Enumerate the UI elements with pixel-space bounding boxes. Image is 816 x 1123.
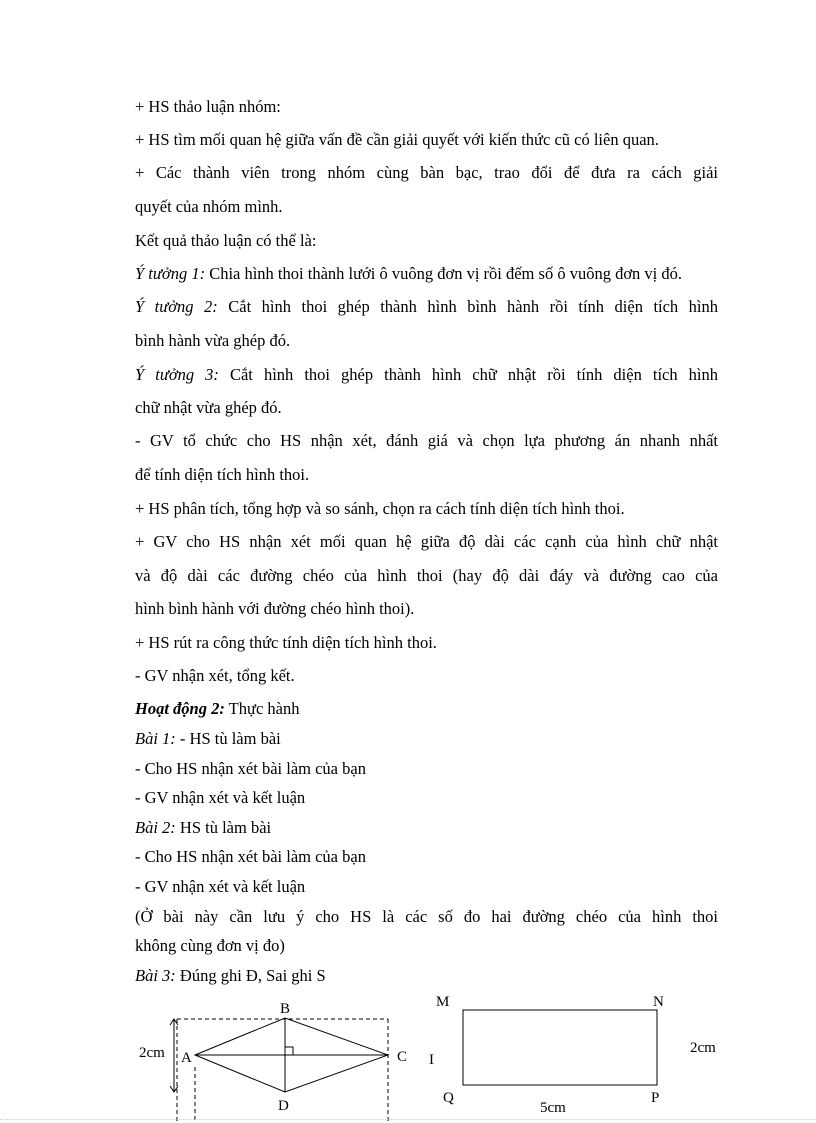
right-height-label: 2cm bbox=[690, 1040, 716, 1056]
vertex-m-label: M bbox=[436, 994, 450, 1010]
point-i-label: I bbox=[429, 1052, 434, 1068]
rectangle-mnpq bbox=[463, 1010, 657, 1085]
idea-text: Cắt hình thoi ghép thành hình chữ nhật rồi tính diện tích hình bbox=[218, 365, 718, 384]
idea-text: Chia hình thoi thành lưới ô vuông đơn vị rồi đếm số ô vuông đơn vị đó. bbox=[205, 264, 682, 283]
text-line: và độ dài các đường chéo của hình thoi (hay độ dài đáy và đường cao của bbox=[135, 566, 718, 585]
vertex-q-label: Q bbox=[443, 1090, 454, 1106]
text-line: + HS phân tích, tổng hợp và so sánh, chọn ra cách tính diện tích hình thoi. bbox=[135, 499, 625, 518]
idea-text: Cắt hình thoi ghép thành hình bình hành rồi tính diện tích hình bbox=[217, 297, 719, 316]
text-line: + HS rút ra công thức tính diện tích hình thoi. bbox=[135, 633, 437, 652]
vertex-b-label: B bbox=[280, 1001, 291, 1017]
text-line: - GV nhận xét và kết luận bbox=[135, 877, 306, 896]
vertex-d-label: D bbox=[278, 1098, 289, 1114]
text-line: + HS tìm mối quan hệ giữa vấn đề cần giải quyết với kiến thức cũ có liên quan. bbox=[135, 130, 659, 149]
idea-3-line bbox=[135, 365, 718, 385]
idea-label: Ý tưởng 3: bbox=[135, 365, 219, 384]
text-line: hình bình hành với đường chéo hình thoi). bbox=[135, 599, 415, 618]
text-line: (Ở bài này cần lưu ý cho HS là các số đo hai đường chéo của hình thoi bbox=[135, 907, 718, 926]
vertex-p-label: P bbox=[651, 1090, 660, 1106]
text-line: Kết quả thảo luận có thể là: bbox=[135, 231, 317, 250]
left-height-label: 2cm bbox=[139, 1045, 165, 1061]
text-line: không cùng đơn vị đo) bbox=[135, 936, 285, 955]
text-line: + GV cho HS nhận xét mối quan hệ giữa độ dài các cạnh của hình chữ nhật bbox=[135, 532, 718, 551]
vertex-c-label: C bbox=[397, 1049, 408, 1065]
idea-label: Ý tưởng 2: bbox=[135, 297, 218, 316]
idea-1-line bbox=[135, 264, 718, 284]
activity-2-heading bbox=[135, 699, 718, 719]
exercise-label: Bài 3: bbox=[135, 966, 176, 985]
exercise-text: HS tù làm bài bbox=[175, 818, 272, 837]
text-line: - Cho HS nhận xét bài làm của bạn bbox=[135, 847, 366, 866]
activity-text: Thực hành bbox=[224, 699, 300, 718]
text-line: bình hành vừa ghép đó. bbox=[135, 331, 291, 350]
text-line: chữ nhật vừa ghép đó. bbox=[135, 398, 282, 417]
page-bottom-border bbox=[0, 1119, 816, 1120]
text-line: để tính diện tích hình thoi. bbox=[135, 465, 310, 484]
text-line: + Các thành viên trong nhóm cùng bàn bạc, trao đổi để đưa ra cách giải bbox=[135, 163, 718, 182]
exercise-text: - HS tù làm bài bbox=[175, 729, 281, 748]
rectangle-figure bbox=[425, 988, 725, 1120]
text-line: + HS thảo luận nhóm: bbox=[135, 97, 281, 116]
exercise-label: Bài 1: bbox=[135, 729, 176, 748]
exercise-2-line bbox=[135, 818, 718, 838]
vertex-n-label: N bbox=[653, 994, 664, 1010]
text-line: - GV nhận xét, tổng kết. bbox=[135, 666, 295, 685]
vertex-a-label: A bbox=[181, 1050, 192, 1066]
text-line: - Cho HS nhận xét bài làm của bạn bbox=[135, 759, 366, 778]
idea-label: Ý tưởng 1: bbox=[135, 264, 206, 283]
text-line: - GV nhận xét và kết luận bbox=[135, 788, 306, 807]
exercise-1-line bbox=[135, 729, 718, 749]
exercise-text: Đúng ghi Đ, Sai ghi S bbox=[175, 966, 326, 985]
exercise-label: Bài 2: bbox=[135, 818, 176, 837]
width-label: 5cm bbox=[540, 1100, 566, 1116]
exercise-3-line bbox=[135, 966, 718, 986]
rhombus-figure bbox=[130, 995, 420, 1123]
text-line: - GV tổ chức cho HS nhận xét, đánh giá và chọn lựa phương án nhanh nhất bbox=[135, 431, 718, 450]
idea-2-line bbox=[135, 297, 718, 317]
right-angle-mark bbox=[285, 1047, 293, 1055]
text-line: quyết của nhóm mình. bbox=[135, 197, 283, 216]
activity-label: Hoạt động 2: bbox=[135, 699, 225, 718]
